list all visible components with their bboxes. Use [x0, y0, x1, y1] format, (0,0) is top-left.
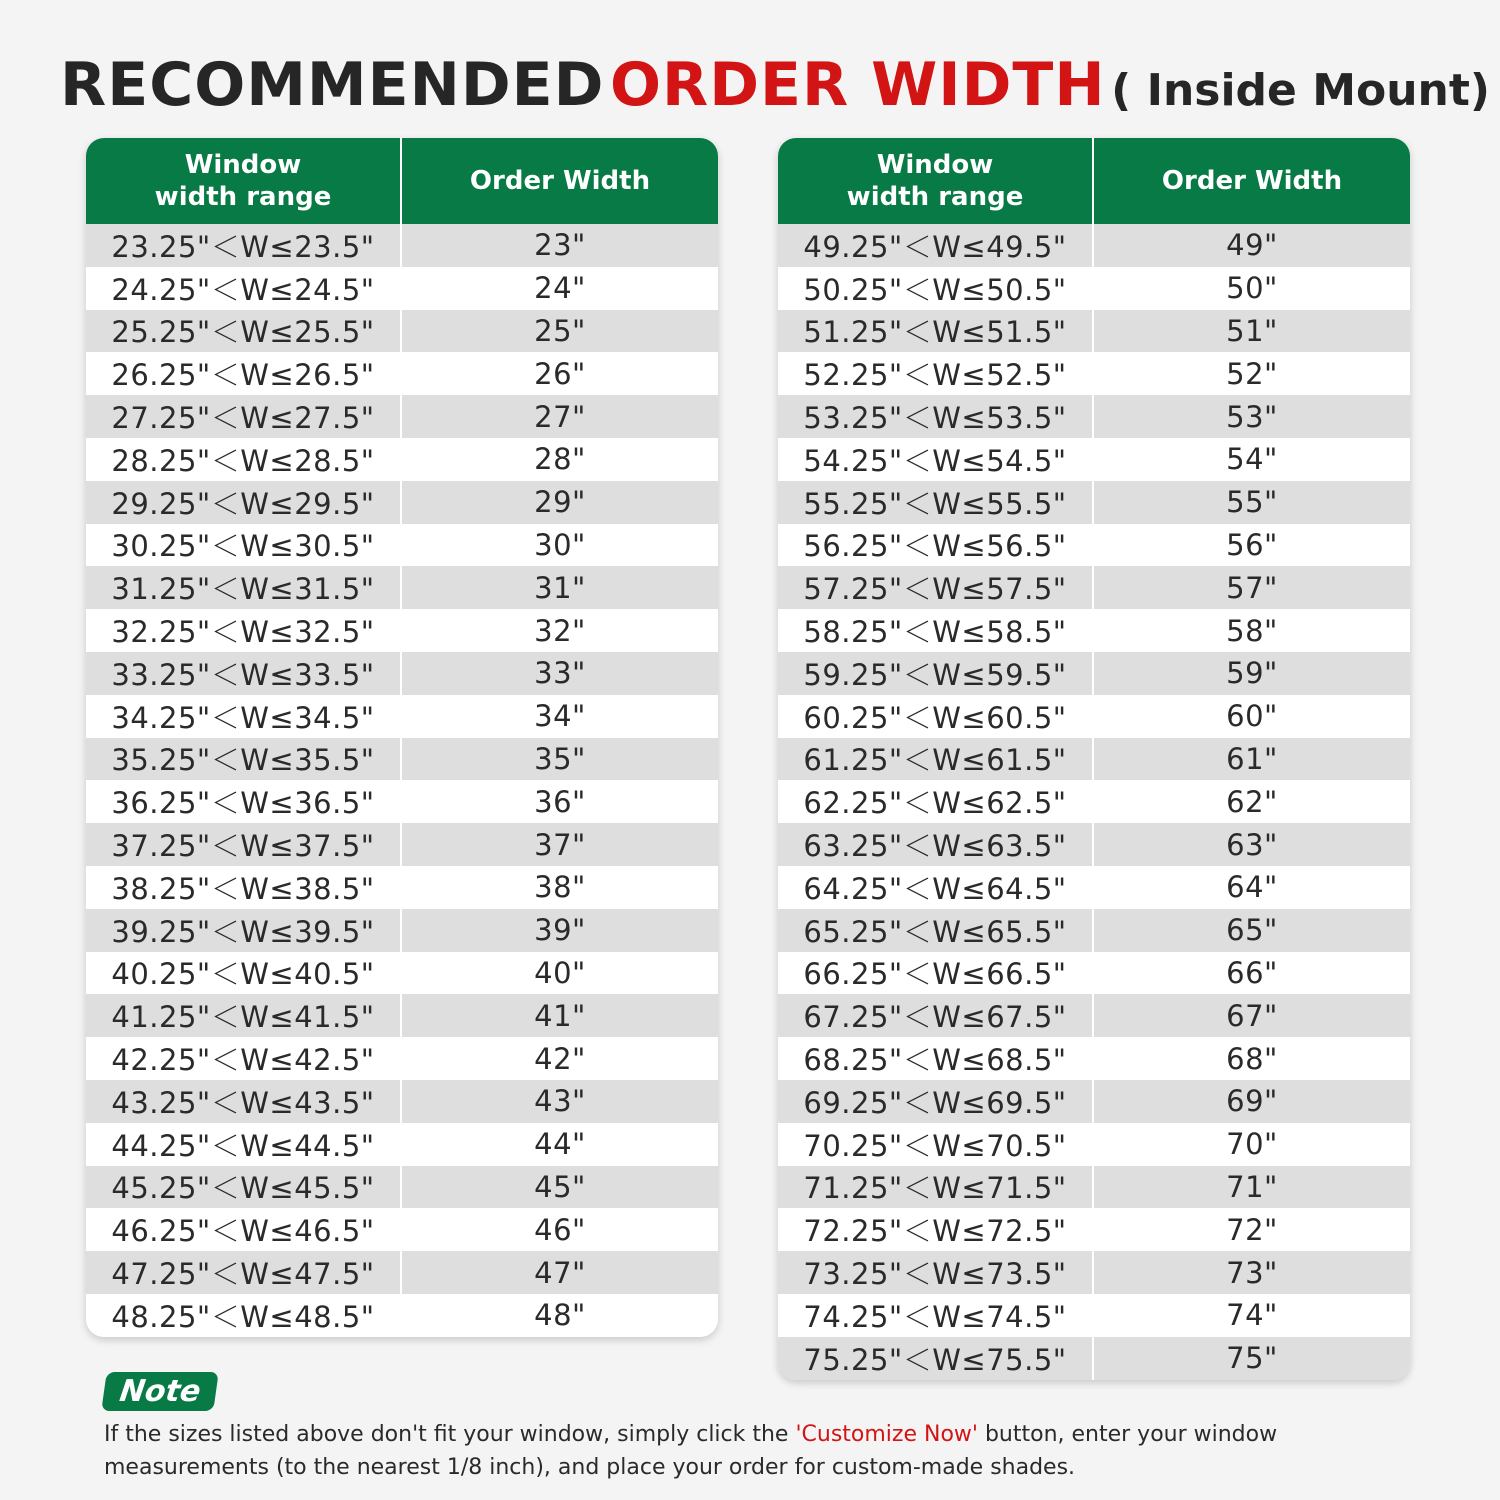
window-range-cell: 42.25"＜W≤42.5"	[86, 1037, 402, 1080]
table-row	[86, 1123, 718, 1166]
window-range-cell: 39.25"＜W≤39.5"	[86, 909, 402, 952]
title-part-inside-mount: ( Inside Mount)	[1111, 65, 1490, 116]
table-row	[778, 566, 1410, 609]
window-range-cell: 49.25"＜W≤49.5"	[778, 224, 1094, 267]
order-width-cell: 38"	[534, 870, 586, 905]
window-range-cell: 45.25"＜W≤45.5"	[86, 1166, 402, 1209]
table-row	[86, 909, 718, 952]
table-row	[778, 780, 1410, 823]
window-range-cell: 73.25"＜W≤73.5"	[778, 1251, 1094, 1294]
window-range-cell: 74.25"＜W≤74.5"	[778, 1294, 1094, 1337]
table-row	[86, 267, 718, 310]
table-row	[778, 994, 1410, 1037]
table-row	[778, 352, 1410, 395]
window-range-cell: 30.25"＜W≤30.5"	[86, 524, 402, 567]
table-header	[86, 138, 718, 224]
table-row	[778, 652, 1410, 695]
table-row	[778, 1166, 1410, 1209]
window-range-cell: 25.25"＜W≤25.5"	[86, 310, 402, 353]
order-width-cell: 74"	[1226, 1298, 1278, 1333]
window-range-cell: 69.25"＜W≤69.5"	[778, 1080, 1094, 1123]
window-range-cell: 23.25"＜W≤23.5"	[86, 224, 402, 267]
order-width-cell: 61"	[1226, 741, 1278, 776]
order-width-cell: 26"	[534, 356, 586, 391]
table-row	[778, 1208, 1410, 1251]
order-width-cell: 37"	[534, 827, 586, 862]
order-width-cell: 33"	[534, 656, 586, 691]
table-row	[778, 1123, 1410, 1166]
order-width-cell: 40"	[534, 955, 586, 990]
order-width-cell: 24"	[534, 271, 586, 306]
order-width-cell: 64"	[1226, 870, 1278, 905]
window-range-cell: 72.25"＜W≤72.5"	[778, 1208, 1094, 1251]
order-width-cell: 45"	[534, 1169, 586, 1204]
customize-now-highlight: 'Customize Now'	[795, 1422, 978, 1447]
order-width-cell: 46"	[534, 1212, 586, 1247]
window-range-cell: 56.25"＜W≤56.5"	[778, 524, 1094, 567]
order-width-cell: 66"	[1226, 955, 1278, 990]
table-row	[86, 1251, 718, 1294]
window-range-cell: 55.25"＜W≤55.5"	[778, 481, 1094, 524]
table-row	[86, 1208, 718, 1251]
table-row	[778, 909, 1410, 952]
window-range-cell: 33.25"＜W≤33.5"	[86, 652, 402, 695]
window-range-cell: 31.25"＜W≤31.5"	[86, 566, 402, 609]
table-row	[778, 738, 1410, 781]
order-width-cell: 49"	[1226, 228, 1278, 263]
order-width-cell: 44"	[534, 1127, 586, 1162]
window-range-cell: 29.25"＜W≤29.5"	[86, 481, 402, 524]
table-row	[86, 780, 718, 823]
window-range-cell: 66.25"＜W≤66.5"	[778, 952, 1094, 995]
table-row	[86, 1166, 718, 1209]
table-row	[778, 952, 1410, 995]
table-row	[86, 609, 718, 652]
table-row	[778, 695, 1410, 738]
window-range-cell: 60.25"＜W≤60.5"	[778, 695, 1094, 738]
order-width-cell: 39"	[534, 913, 586, 948]
table-row	[778, 481, 1410, 524]
order-width-cell: 51"	[1226, 313, 1278, 348]
order-width-cell: 60"	[1226, 699, 1278, 734]
order-width-cell: 57"	[1226, 570, 1278, 605]
window-range-cell: 26.25"＜W≤26.5"	[86, 352, 402, 395]
table-row	[86, 524, 718, 567]
header-order-width: Order Width	[1161, 166, 1343, 196]
table-row	[86, 438, 718, 481]
note-text: If the sizes listed above don't fit your window, simply click the 'Customize Now' button, enter your window measurements (to the nearest 1/8 inch), and place your order for custom-made shades.	[104, 1422, 1278, 1480]
order-width-cell: 69"	[1226, 1084, 1278, 1119]
order-width-cell: 55"	[1226, 485, 1278, 520]
window-range-cell: 62.25"＜W≤62.5"	[778, 780, 1094, 823]
window-range-cell: 71.25"＜W≤71.5"	[778, 1166, 1094, 1209]
order-width-cell: 54"	[1226, 442, 1278, 477]
table-row	[778, 823, 1410, 866]
window-range-cell: 40.25"＜W≤40.5"	[86, 952, 402, 995]
title-part-recommended: RECOMMENDED	[60, 50, 605, 120]
table-row	[778, 609, 1410, 652]
title-part-order-width: ORDER WIDTH	[610, 50, 1106, 120]
window-range-cell: 68.25"＜W≤68.5"	[778, 1037, 1094, 1080]
order-width-cell: 23"	[534, 228, 586, 263]
table-row	[86, 481, 718, 524]
window-range-cell: 65.25"＜W≤65.5"	[778, 909, 1094, 952]
order-width-cell: 32"	[534, 613, 586, 648]
table-row	[86, 352, 718, 395]
order-width-cell: 52"	[1226, 356, 1278, 391]
table-row	[778, 1337, 1410, 1380]
order-width-cell: 25"	[534, 313, 586, 348]
window-range-cell: 63.25"＜W≤63.5"	[778, 823, 1094, 866]
table-row	[778, 866, 1410, 909]
window-range-cell: 50.25"＜W≤50.5"	[778, 267, 1094, 310]
table-row	[86, 310, 718, 353]
order-width-cell: 58"	[1226, 613, 1278, 648]
window-range-cell: 54.25"＜W≤54.5"	[778, 438, 1094, 481]
header-order-width: Order Width	[469, 166, 651, 196]
table-row	[778, 1080, 1410, 1123]
window-range-cell: 34.25"＜W≤34.5"	[86, 695, 402, 738]
table-row	[86, 395, 718, 438]
table-row	[778, 438, 1410, 481]
order-width-cell: 35"	[534, 741, 586, 776]
window-range-cell: 51.25"＜W≤51.5"	[778, 310, 1094, 353]
note-badge: Note	[101, 1372, 219, 1411]
order-width-cell: 71"	[1226, 1169, 1278, 1204]
order-width-cell: 34"	[534, 699, 586, 734]
window-range-cell: 35.25"＜W≤35.5"	[86, 738, 402, 781]
table-row	[778, 1294, 1410, 1337]
window-range-cell: 57.25"＜W≤57.5"	[778, 566, 1094, 609]
window-range-cell: 41.25"＜W≤41.5"	[86, 994, 402, 1037]
window-range-cell: 61.25"＜W≤61.5"	[778, 738, 1094, 781]
order-width-cell: 73"	[1226, 1255, 1278, 1290]
order-width-cell: 75"	[1226, 1341, 1278, 1376]
size-table-left	[86, 138, 718, 1337]
table-row	[86, 1037, 718, 1080]
order-width-cell: 27"	[534, 399, 586, 434]
order-width-cell: 47"	[534, 1255, 586, 1290]
table-row	[86, 566, 718, 609]
window-range-cell: 24.25"＜W≤24.5"	[86, 267, 402, 310]
table-row	[86, 866, 718, 909]
order-width-cell: 29"	[534, 485, 586, 520]
table-header	[778, 138, 1410, 224]
window-range-cell: 27.25"＜W≤27.5"	[86, 395, 402, 438]
table-row	[86, 695, 718, 738]
order-width-cell: 59"	[1226, 656, 1278, 691]
table-body-right	[778, 224, 1410, 1380]
order-width-cell: 67"	[1226, 998, 1278, 1033]
table-row	[778, 395, 1410, 438]
table-row	[778, 524, 1410, 567]
window-range-cell: 46.25"＜W≤46.5"	[86, 1208, 402, 1251]
window-range-cell: 59.25"＜W≤59.5"	[778, 652, 1094, 695]
window-range-cell: 44.25"＜W≤44.5"	[86, 1123, 402, 1166]
size-table-right	[778, 138, 1410, 1380]
order-width-cell: 62"	[1226, 784, 1278, 819]
window-range-cell: 38.25"＜W≤38.5"	[86, 866, 402, 909]
order-width-cell: 31"	[534, 570, 586, 605]
window-range-cell: 70.25"＜W≤70.5"	[778, 1123, 1094, 1166]
order-width-cell: 53"	[1226, 399, 1278, 434]
order-width-cell: 30"	[534, 527, 586, 562]
order-width-cell: 28"	[534, 442, 586, 477]
table-row	[778, 1037, 1410, 1080]
order-width-cell: 43"	[534, 1084, 586, 1119]
window-range-cell: 67.25"＜W≤67.5"	[778, 994, 1094, 1037]
window-range-cell: 58.25"＜W≤58.5"	[778, 609, 1094, 652]
order-width-cell: 68"	[1226, 1041, 1278, 1076]
table-row	[86, 1294, 718, 1337]
order-width-cell: 63"	[1226, 827, 1278, 862]
table-row	[86, 952, 718, 995]
window-range-cell: 47.25"＜W≤47.5"	[86, 1251, 402, 1294]
header-window-width-range: Window width range	[778, 138, 1094, 224]
window-range-cell: 53.25"＜W≤53.5"	[778, 395, 1094, 438]
window-range-cell: 64.25"＜W≤64.5"	[778, 866, 1094, 909]
table-row	[86, 994, 718, 1037]
table-row	[778, 224, 1410, 267]
window-range-cell: 37.25"＜W≤37.5"	[86, 823, 402, 866]
order-width-cell: 65"	[1226, 913, 1278, 948]
table-row	[86, 738, 718, 781]
order-width-cell: 36"	[534, 784, 586, 819]
window-range-cell: 75.25"＜W≤75.5"	[778, 1337, 1094, 1380]
window-range-cell: 52.25"＜W≤52.5"	[778, 352, 1094, 395]
window-range-cell: 28.25"＜W≤28.5"	[86, 438, 402, 481]
table-row	[86, 652, 718, 695]
header-window-width-range: Window width range	[86, 138, 402, 224]
table-row	[778, 310, 1410, 353]
order-width-cell: 48"	[534, 1298, 586, 1333]
order-width-cell: 50"	[1226, 271, 1278, 306]
page-title	[60, 50, 1490, 120]
order-width-cell: 42"	[534, 1041, 586, 1076]
table-body-left	[86, 224, 718, 1337]
window-range-cell: 32.25"＜W≤32.5"	[86, 609, 402, 652]
order-width-cell: 56"	[1226, 527, 1278, 562]
table-row	[778, 1251, 1410, 1294]
window-range-cell: 36.25"＜W≤36.5"	[86, 780, 402, 823]
table-row	[86, 1080, 718, 1123]
table-row	[778, 267, 1410, 310]
window-range-cell: 48.25"＜W≤48.5"	[86, 1294, 402, 1337]
order-width-cell: 72"	[1226, 1212, 1278, 1247]
table-row	[86, 823, 718, 866]
order-width-cell: 70"	[1226, 1127, 1278, 1162]
order-width-cell: 41"	[534, 998, 586, 1033]
window-range-cell: 43.25"＜W≤43.5"	[86, 1080, 402, 1123]
table-row	[86, 224, 718, 267]
